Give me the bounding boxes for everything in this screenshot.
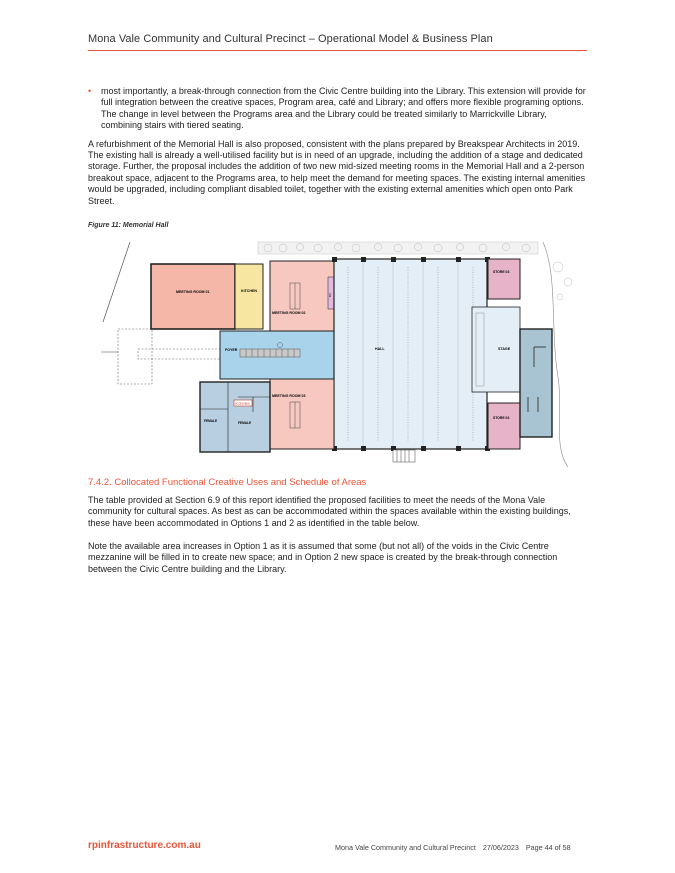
- meeting-room-03: [270, 379, 334, 449]
- east-wing-amenities: [520, 329, 552, 437]
- paragraph-schedule-of-areas: The table provided at Section 6.9 of this report identified the proposed facilities to meet the needs of the Mona Vale community for cultural spaces. As best as can be accommodated within the spaces available within the existing buildings, these have been accommodated in Options 1 and 2 as identified in the table below.: [88, 495, 571, 528]
- amenities-female-label-left: FEMALE: [204, 419, 218, 423]
- page-header-title: Mona Vale Community and Cultural Precinct – Operational Model & Business Plan: [88, 33, 493, 45]
- header-divider: [88, 50, 587, 51]
- external-outline-west: [118, 329, 152, 384]
- footer-website-link[interactable]: rpinfrastructure.com.au: [88, 840, 201, 851]
- hall-label: HALL: [375, 347, 385, 351]
- paragraph-option-notes: Note the available area increases in Option 1 as it is assumed that some (but not all) of the voids in the Civic Centre mezzanine will be filled in to create new space; and in Option 2 new space is created by the break-through connection between the Civic Centre building and the Library.: [88, 541, 558, 574]
- store-04-label: STORE 04: [493, 416, 510, 420]
- hall: [334, 259, 487, 449]
- bullet-item: [88, 86, 586, 132]
- section-heading: 7.4.2. Collocated Functional Creative Uses and Schedule of Areas: [88, 477, 367, 488]
- site-boundary-line: [103, 242, 130, 322]
- footer-page-number: Page 44 of 58: [525, 843, 571, 852]
- footer-doc-title: Mona Vale Community and Cultural Precinct: [335, 843, 476, 852]
- meeting-room-02-label: MEETING ROOM 02: [272, 311, 306, 315]
- memorial-hall-floor-plan: [88, 237, 587, 470]
- kitchen: [235, 264, 263, 329]
- foyer-label: FOYER: [225, 348, 238, 352]
- accessible-label: ACCESSIBLE: [235, 402, 251, 406]
- external-ramp-outline: [138, 349, 228, 359]
- amenities-female-label-right: FEMALE: [238, 421, 252, 425]
- store-03: [488, 259, 520, 299]
- footer-date: 27/06/2023: [482, 843, 519, 852]
- body-content: [88, 86, 586, 207]
- kitchen-label: KITCHEN: [241, 289, 257, 293]
- stage: [472, 307, 520, 392]
- paragraph-memorial-hall: A refurbishment of the Memorial Hall is also proposed, consistent with the plans prepared by Breakspear Architects in 2019. The existing hall is already a well-utilised facility but is in need of an upgrade, including the addition of a stage and dedicated storage. Further, the proposal includes the addition of two new mid-sized meeting rooms in the Memorial Hall and a 2-person breakout space, adjacent to the Programs area, to help meet the demand for meeting spaces. The existing internal amenities would be upgraded, including compliant disabled toilet, together with the existing external amenities which open onto Park Street.: [88, 138, 586, 206]
- meeting-room-02: [270, 261, 334, 331]
- hall-entry-steps: [393, 450, 415, 462]
- stage-label: STAGE: [498, 347, 511, 351]
- breakout-label: BO: [329, 293, 332, 297]
- store-04: [488, 403, 520, 449]
- meeting-room-03-label: MEETING ROOM 03: [272, 394, 306, 398]
- breakout-space: [328, 277, 334, 309]
- bullet-text: most importantly, a break-through connection from the Civic Centre building into the Library. This extension will provide for full integration between the creative spaces, Program area, café and Library; and offers more flexible programing options. The change in level between the Programs area and the Library could be treated similarly to Marrickville Library, combining stairs with tiered seating.: [101, 86, 586, 131]
- meeting-room-01-label: MEETING ROOM 01: [176, 290, 210, 294]
- figure-caption: Figure 11: Memorial Hall: [88, 222, 169, 229]
- footer-doc-info: [335, 843, 571, 852]
- store-03-label: STORE 03: [493, 270, 510, 274]
- amenities-block: [200, 382, 270, 452]
- meeting-room-01: [151, 264, 235, 329]
- bullet-icon: •: [88, 86, 92, 96]
